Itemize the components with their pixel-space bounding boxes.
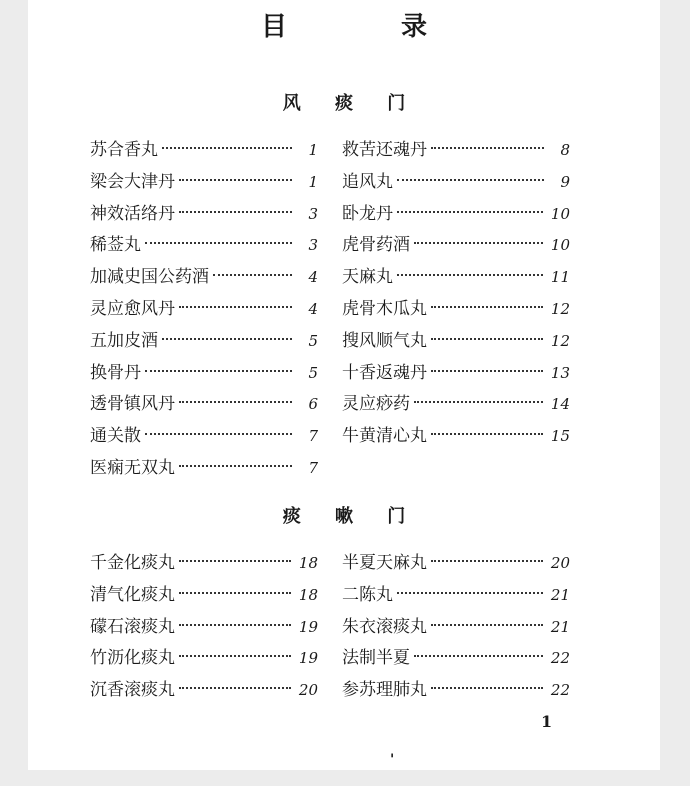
toc-entry-page: 20: [550, 554, 570, 572]
dot-leader: [431, 560, 543, 562]
toc-entry: [90, 392, 318, 424]
dot-leader: [414, 655, 543, 657]
toc-column-left: [90, 138, 318, 488]
toc-entry-page: 19: [298, 617, 318, 636]
toc-entry-title: 清气化痰丸: [90, 584, 175, 605]
toc-column-right: [342, 138, 570, 456]
toc-entry-page: 4: [308, 299, 318, 318]
dot-leader: [179, 624, 291, 626]
toc-entry-title: 二陈丸: [342, 584, 393, 605]
dot-leader: [414, 242, 543, 244]
toc-entry: [342, 138, 570, 170]
dot-leader: [431, 433, 543, 435]
toc-entry-title: 加减史国公药酒: [90, 267, 209, 288]
dot-leader: [179, 179, 292, 181]
toc-entry-title: 牛黄清心丸: [342, 426, 427, 447]
toc-entry: [90, 678, 318, 710]
dot-leader: [162, 147, 292, 149]
toc-entry: [342, 361, 570, 393]
toc-entry-title: 神效活络丹: [90, 203, 175, 224]
toc-entry-title: 透骨镇风丹: [90, 394, 175, 415]
toc-entry-title: 礞石滚痰丸: [90, 616, 175, 637]
dot-leader: [431, 370, 543, 372]
dot-leader: [431, 687, 543, 689]
toc-entry-page: 3: [308, 204, 318, 223]
toc-entry: [90, 646, 318, 678]
toc-entry-page: 10: [550, 204, 570, 223]
dot-leader: [397, 179, 544, 181]
toc-entry: [90, 615, 318, 647]
toc-entry: [342, 424, 570, 456]
toc-entry-page: 12: [550, 299, 570, 318]
toc-entry-page: 1: [308, 172, 318, 191]
toc-entry-title: 换骨丹: [90, 362, 141, 383]
toc-entry-title: 苏合香丸: [90, 140, 158, 160]
toc-entry: [90, 297, 318, 329]
toc-entry-page: 19: [298, 649, 318, 668]
dot-leader: [213, 274, 292, 276]
page-number: 1: [541, 712, 553, 731]
dot-leader: [397, 592, 543, 594]
dot-leader: [414, 401, 543, 403]
toc-entry-page: 9: [560, 172, 570, 191]
toc-entry-title: 半夏天麻丸: [342, 553, 427, 573]
toc-entry-title: 搜风顺气丸: [342, 330, 427, 351]
toc-entry-page: 13: [550, 363, 570, 382]
toc-entry: [342, 615, 570, 647]
section-heading-tan-sou: 痰 嗽 门: [282, 506, 420, 527]
toc-entry: [342, 297, 570, 329]
toc-entry-page: 7: [308, 458, 318, 477]
toc-entry-page: 22: [550, 649, 570, 668]
dot-leader: [179, 401, 292, 403]
toc-entry: [342, 265, 570, 297]
dot-leader: [179, 655, 291, 657]
document-page: [28, 0, 660, 770]
toc-entry: [342, 170, 570, 202]
dot-leader: [145, 433, 292, 435]
toc-entry-title: 灵应愈风丹: [90, 298, 175, 319]
toc-entry-page: 5: [308, 331, 318, 350]
toc-entry: [342, 646, 570, 678]
toc-entry-page: 18: [298, 554, 318, 572]
toc-entry-page: 21: [550, 617, 570, 636]
toc-entry: [90, 233, 318, 265]
toc-entry-page: 6: [308, 395, 318, 414]
toc-entry-page: 12: [550, 331, 570, 350]
toc-entry-page: 22: [550, 681, 570, 700]
toc-entry-title: 医痫无双丸: [90, 457, 175, 478]
section-heading-feng-tan: 风 痰 门: [282, 93, 420, 114]
toc-entry-title: 虎骨药酒: [342, 235, 410, 256]
toc-entry: [342, 551, 570, 583]
toc-entry-page: 14: [550, 395, 570, 414]
toc-entry: [342, 202, 570, 234]
toc-entry-title: 卧龙丹: [342, 203, 393, 224]
toc-column-right: [342, 551, 570, 710]
toc-entry: [90, 170, 318, 202]
toc-entry-page: 8: [560, 141, 570, 159]
dot-leader: [179, 592, 291, 594]
dot-leader: [145, 242, 292, 244]
toc-entry-page: 21: [550, 585, 570, 604]
toc-entry-title: 通关散: [90, 426, 141, 447]
toc-entry-page: 15: [550, 427, 570, 446]
toc-entry: [90, 456, 318, 488]
dot-leader: [179, 560, 291, 562]
page-title: 目 录: [260, 12, 471, 42]
dot-leader: [179, 306, 292, 308]
dot-leader: [179, 465, 292, 467]
toc-entry-page: 7: [308, 427, 318, 446]
dot-leader: [431, 306, 543, 308]
toc-entry-title: 参苏理肺丸: [342, 680, 427, 701]
toc-entry-page: 3: [308, 236, 318, 255]
toc-entry: [90, 202, 318, 234]
toc-entry-page: 11: [550, 268, 570, 287]
toc-entry-title: 虎骨木瓜丸: [342, 298, 427, 319]
dot-leader: [431, 338, 543, 340]
dot-leader: [397, 211, 543, 213]
toc-entry: [90, 138, 318, 170]
toc-entry-title: 十香返魂丹: [342, 362, 427, 383]
toc-entry: [90, 265, 318, 297]
toc-entry-page: 18: [298, 585, 318, 604]
toc-entry: [342, 392, 570, 424]
toc-entry: [342, 583, 570, 615]
toc-entry-title: 法制半夏: [342, 648, 410, 669]
toc-entry-page: 20: [298, 681, 318, 700]
toc-entry: [90, 329, 318, 361]
toc-entry: [342, 678, 570, 710]
toc-entry: [342, 329, 570, 361]
toc-column-left: [90, 551, 318, 710]
toc-entry: [90, 424, 318, 456]
toc-entry-page: 1: [308, 141, 318, 159]
dot-leader: [397, 274, 543, 276]
dot-leader: [431, 624, 543, 626]
toc-entry: [90, 361, 318, 393]
toc-entry-title: 稀莶丸: [90, 235, 141, 256]
toc-entry-page: 4: [308, 268, 318, 287]
toc-entry-title: 朱衣滚痰丸: [342, 616, 427, 637]
toc-entry-title: 灵应痧药: [342, 394, 410, 415]
toc-entry-page: 5: [308, 363, 318, 382]
dot-leader: [145, 370, 292, 372]
toc-entry: [342, 233, 570, 265]
dot-leader: [179, 687, 291, 689]
toc-entry-title: 天麻丸: [342, 267, 393, 288]
dot-leader: [179, 211, 292, 213]
dot-leader: [162, 338, 292, 340]
toc-entry-title: 五加皮酒: [90, 330, 158, 351]
toc-entry-title: 沉香滚痰丸: [90, 680, 175, 701]
toc-entry-title: 千金化痰丸: [90, 553, 175, 573]
bottom-mark: ': [390, 752, 395, 768]
toc-entry: [90, 583, 318, 615]
toc-entry-title: 追风丸: [342, 171, 393, 192]
dot-leader: [431, 147, 544, 149]
toc-entry-page: 10: [550, 236, 570, 255]
toc-entry-title: 梁会大津丹: [90, 171, 175, 192]
toc-entry-title: 救苦还魂丹: [342, 140, 427, 160]
toc-entry: [90, 551, 318, 583]
toc-entry-title: 竹沥化痰丸: [90, 648, 175, 669]
